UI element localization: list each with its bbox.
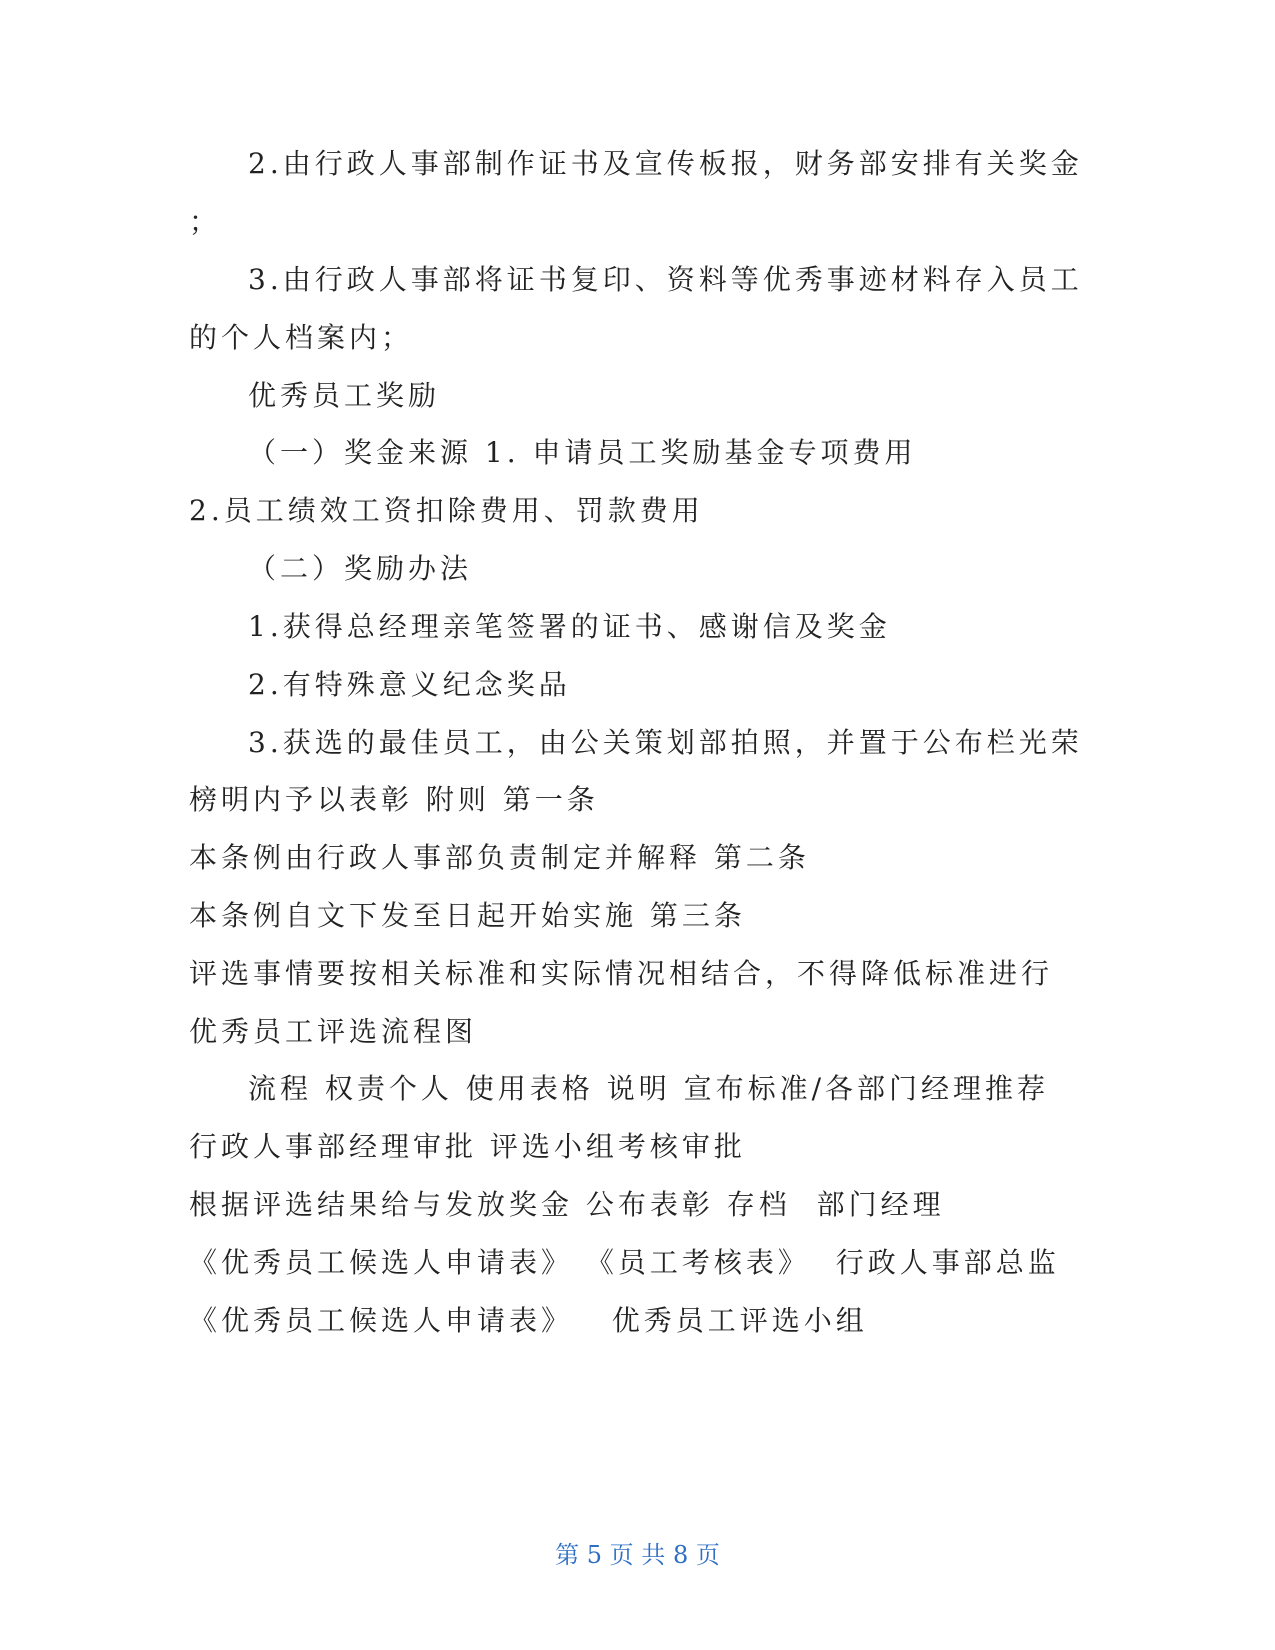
text-line-10: 2.有特殊意义纪念奖品 [248, 668, 571, 701]
text-line-7: 2.员工绩效工资扣除费用、罚款费用 [189, 494, 704, 527]
text-line-19: 根据评选结果给与发放奖金 公布表彰 存档 部门经理 [189, 1188, 945, 1221]
text-line-17: 流程 权责个人 使用表格 说明 宣布标准/各部门经理推荐 [248, 1072, 1050, 1105]
text-line-8: （二）奖励办法 [248, 552, 473, 585]
text-line-3: 3.由行政人事部将证书复印、资料等优秀事迹材料存入员工 [248, 263, 1083, 296]
text-line-21: 《优秀员工候选人申请表》 优秀员工评选小组 [189, 1304, 868, 1337]
text-line-9: 1.获得总经理亲笔签署的证书、感谢信及奖金 [248, 610, 891, 643]
text-line-20: 《优秀员工候选人申请表》 《员工考核表》 行政人事部总监 [189, 1246, 1060, 1279]
text-line-13: 本条例由行政人事部负责制定并解释 第二条 [189, 841, 810, 874]
text-line-6: （一）奖金来源 1. 申请员工奖励基金专项费用 [248, 436, 917, 469]
text-line-11: 3.获选的最佳员工，由公关策划部拍照，并置于公布栏光荣 [248, 726, 1083, 759]
text-line-14: 本条例自文下发至日起开始实施 第三条 [189, 899, 746, 932]
text-line-12: 榜明内予以表彰 附则 第一条 [189, 783, 599, 816]
text-line-1: 2.由行政人事部制作证书及宣传板报，财务部安排有关奖金 [248, 147, 1083, 180]
section-heading-flowchart: 优秀员工评选流程图 [189, 1015, 478, 1048]
text-line-15: 评选事情要按相关标准和实际情况相结合，不得降低标准进行 [189, 957, 1054, 990]
page-number-footer: 第 5 页 共 8 页 [555, 1541, 720, 1569]
text-line-18: 行政人事部经理审批 评选小组考核审批 [189, 1130, 746, 1163]
text-line-2: ； [189, 205, 222, 238]
text-line-4: 的个人档案内； [189, 321, 414, 354]
section-heading-excellent-employee-reward: 优秀员工奖励 [248, 379, 441, 412]
